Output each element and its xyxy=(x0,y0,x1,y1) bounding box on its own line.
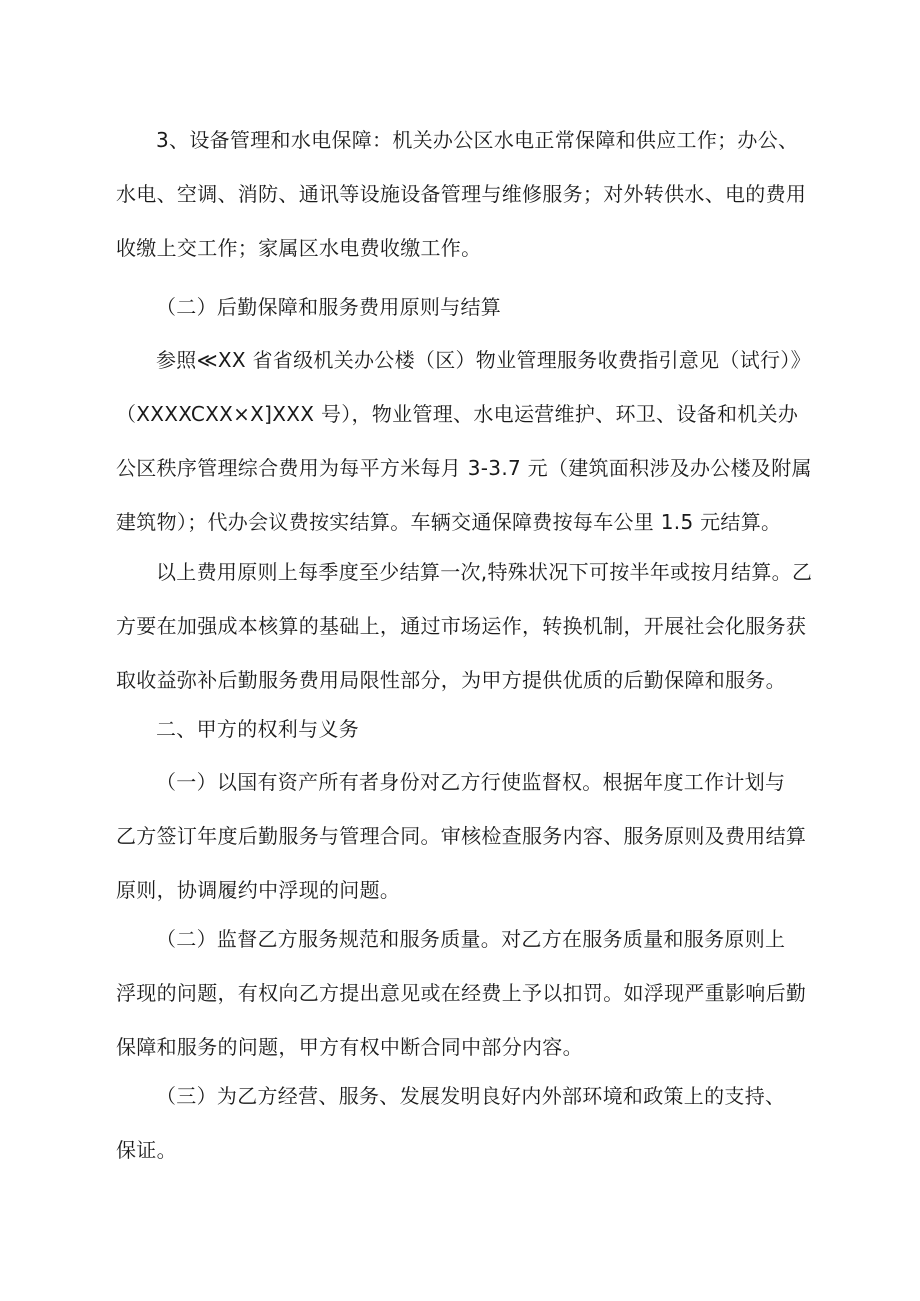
paragraph-line: 浮现的问题，有权向乙方提出意见或在经费上予以扣罚。如浮现严重影响后勤 xyxy=(116,981,807,1005)
paragraph-line: 保障和服务的问题，甲方有权中断合同中部分内容。 xyxy=(116,1035,583,1059)
paragraph-line: （XXXXCXX×X]XXX 号），物业管理、水电运营维护、环卫、设备和机关办 xyxy=(116,402,799,426)
paragraph-line: （二）监督乙方服务规范和服务质量。对乙方在服务质量和服务原则上 xyxy=(156,927,786,951)
paragraph-line: 二、甲方的权利与义务 xyxy=(156,717,359,741)
paragraph-line: 取收益弥补后勤服务费用局限性部分，为甲方提供优质的后勤保障和服务。 xyxy=(116,668,786,692)
paragraph-line: 保证。 xyxy=(116,1138,177,1162)
paragraph-line: 公区秩序管理综合费用为每平方米每月 3-3.7 元（建筑面积涉及办公楼及附属 xyxy=(116,456,812,480)
paragraph-line: 以上费用原则上每季度至少结算一次,特殊状况下可按半年或按月结算。乙 xyxy=(156,560,813,584)
paragraph-equipment-management xyxy=(116,113,806,275)
paragraph-settlement-frequency xyxy=(116,545,813,707)
paragraph-fee-reference xyxy=(116,333,812,549)
paragraph-support-guarantee xyxy=(116,1069,806,1177)
paragraph-line: （二）后勤保障和服务费用原则与结算 xyxy=(156,295,502,319)
heading-party-a-rights xyxy=(116,702,806,756)
paragraph-line: （一）以国有资产所有者身份对乙方行使监督权。根据年度工作计划与 xyxy=(156,770,786,794)
paragraph-line: 收缴上交工作；家属区水电费收缴工作。 xyxy=(116,236,482,260)
paragraph-quality-supervision xyxy=(116,912,806,1074)
paragraph-line: 水电、空调、消防、通讯等设施设备管理与维修服务；对外转供水、电的费用 xyxy=(116,182,807,206)
paragraph-line: 参照≪XX 省省级机关办公楼（区）物业管理服务收费指引意见（试行）》 xyxy=(156,348,811,372)
paragraph-line: 乙方签订年度后勤服务与管理合同。审核检查服务内容、服务原则及费用结算 xyxy=(116,824,807,848)
paragraph-line: 方要在加强成本核算的基础上，通过市场运作，转换机制，开展社会化服务获 xyxy=(116,614,807,638)
heading-fee-principles xyxy=(116,280,806,334)
paragraph-line: 建筑物）；代办会议费按实结算。车辆交通保障费按每车公里 1.5 元结算。 xyxy=(116,510,782,534)
paragraph-line: （三）为乙方经营、服务、发展发明良好内外部环境和政策上的支持、 xyxy=(156,1084,786,1108)
paragraph-line: 原则，协调履约中浮现的问题。 xyxy=(116,878,401,902)
paragraph-line: 3、设备管理和水电保障：机关办公区水电正常保障和供应工作；办公、 xyxy=(156,128,799,152)
paragraph-supervision-right xyxy=(116,755,806,917)
